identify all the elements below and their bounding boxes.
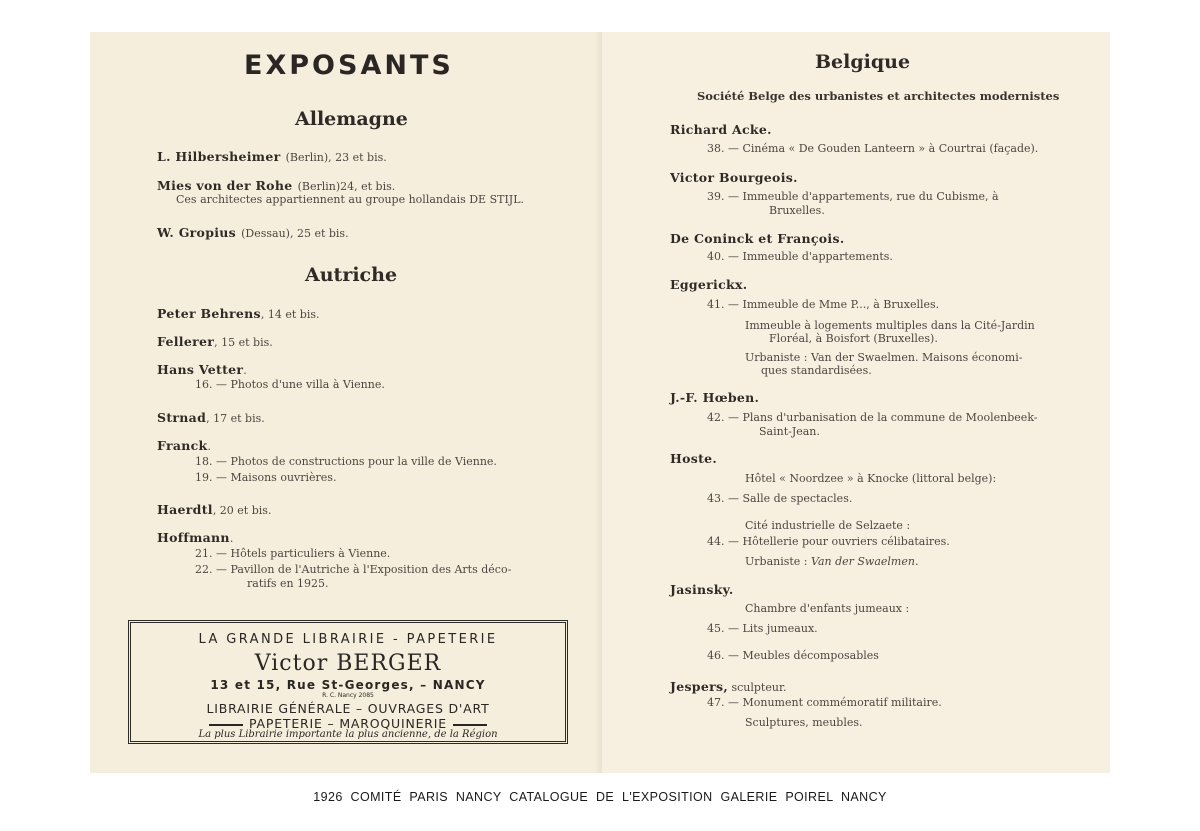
exhibit-line: 16. — Photos d'une villa à Vienne. bbox=[195, 378, 385, 391]
exhibit-line: Bruxelles. bbox=[769, 204, 825, 217]
image-caption bbox=[0, 790, 1200, 804]
exhibitor-entry bbox=[157, 359, 247, 378]
exhibit-line: Hôtel « Noordzee » à Knocke (littoral belge): bbox=[745, 472, 997, 485]
exhibit-line: 21. — Hôtels particuliers à Vienne. bbox=[195, 547, 391, 560]
ad-line-shop: LA GRANDE LIBRAIRIE - PAPETERIE bbox=[198, 632, 498, 647]
exhibitor-entry bbox=[157, 303, 319, 322]
exhibitor-name: Haerdtl bbox=[157, 502, 213, 517]
exhibitor-detail: , 15 et bis. bbox=[214, 336, 273, 349]
exhibitor-detail: , 14 et bis. bbox=[260, 308, 320, 321]
exhibitor-name: Richard Acke. bbox=[670, 122, 772, 137]
caption-text: 1926 COMITÉ PARIS NANCY CATALOGUE DE L'EXPOSITION GALERIE POIREL NANCY bbox=[313, 790, 887, 804]
exhibitor-entry bbox=[157, 175, 395, 194]
right-page bbox=[602, 32, 1110, 773]
exhibit-line: 22. — Pavillon de l'Autriche à l'Exposition des Arts déco- bbox=[195, 563, 512, 576]
exhibitor-detail: (Berlin)24, et bis. bbox=[297, 180, 396, 193]
exhibit-line: ratifs en 1925. bbox=[247, 577, 329, 590]
exhibit-line: 43. — Salle de spectacles. bbox=[707, 492, 853, 505]
ad-line-registry: R. C. Nancy 2085 bbox=[322, 692, 374, 699]
ad-line-name: Victor BERGER bbox=[254, 651, 442, 676]
exhibit-line: Cité industrielle de Selzaete : bbox=[745, 519, 911, 532]
exhibitor-name: W. Gropius bbox=[157, 225, 237, 240]
exhibitor-name: Strnad bbox=[157, 410, 207, 425]
urbanist-name: Van der Swaelmen. bbox=[811, 555, 919, 568]
ad-line-services: LIBRAIRIE GÉNÉRALE – OUVRAGES D'ART bbox=[206, 701, 490, 716]
exhibitor-entry bbox=[157, 407, 265, 426]
exhibit-line: 45. — Lits jumeaux. bbox=[707, 622, 818, 635]
exhibit-line: 47. — Monument commémoratif militaire. bbox=[707, 696, 942, 709]
exhibitor-name: Hoffmann bbox=[157, 530, 230, 545]
exhibitor-detail: (Berlin), 23 et bis. bbox=[285, 151, 387, 164]
exhibitor-note: Ces architectes appartiennent au groupe hollandais DE STIJL. bbox=[176, 193, 525, 206]
exhibitor-entry bbox=[157, 527, 233, 546]
exhibit-line: ques standardisées. bbox=[761, 364, 872, 377]
exhibitor-entry bbox=[670, 676, 787, 695]
exhibitor-name: De Coninck et François. bbox=[670, 231, 845, 246]
catalogue-spread bbox=[90, 32, 1110, 773]
exhibitor-detail: . bbox=[243, 364, 247, 377]
exhibit-line: 44. — Hôtellerie pour ouvriers célibataires. bbox=[707, 535, 950, 548]
exhibitor-detail: . bbox=[207, 440, 211, 453]
exhibit-line bbox=[745, 555, 918, 568]
exhibitor-name: Franck bbox=[157, 438, 208, 453]
country-heading-autriche: Autriche bbox=[305, 264, 398, 286]
exhibitor-detail: , 20 et bis. bbox=[212, 504, 272, 517]
exhibitor-name: Victor Bourgeois. bbox=[670, 170, 798, 185]
exhibitor-name: Eggerickx. bbox=[670, 277, 748, 292]
exhibit-line: 42. — Plans d'urbanisation de la commune de Moolenbeek- bbox=[707, 411, 1038, 424]
ad-line-slogan: La plus Librairie importante la plus ancienne, de la Région bbox=[198, 729, 498, 740]
exhibitor-entry bbox=[157, 146, 387, 165]
society-title: Société Belge des urbanistes et architectes modernistes bbox=[697, 89, 1060, 103]
exhibit-line: Floréal, à Boisfort (Bruxelles). bbox=[769, 332, 938, 345]
exhibitor-entry bbox=[157, 435, 211, 454]
exhibitor-name: Hans Vetter bbox=[157, 362, 244, 377]
exhibitor-detail: sculpteur. bbox=[727, 681, 787, 694]
exhibit-line: 19. — Maisons ouvrières. bbox=[195, 471, 337, 484]
exhibitor-entry bbox=[157, 222, 349, 241]
exhibit-line: Urbaniste : Van der Swaelmen. Maisons économi- bbox=[745, 351, 1023, 364]
ad-line-address: 13 et 15, Rue St-Georges, – NANCY bbox=[210, 678, 486, 692]
exhibitor-name: Mies von der Rohe bbox=[157, 178, 293, 193]
ad-line-products-text: PAPETERIE – MAROQUINERIE bbox=[249, 716, 447, 731]
urbanist-label: Urbaniste : bbox=[745, 555, 812, 568]
page-heading: EXPOSANTS bbox=[244, 50, 454, 81]
exhibit-line: Saint-Jean. bbox=[759, 425, 820, 438]
exhibitor-name: Hoste. bbox=[670, 451, 718, 466]
exhibitor-name: J.-F. Hœben. bbox=[670, 390, 760, 405]
exhibitor-entry bbox=[157, 499, 271, 518]
ad-rule-left bbox=[209, 724, 243, 726]
country-heading-belgique: Belgique bbox=[815, 51, 911, 73]
left-page bbox=[90, 32, 602, 773]
exhibit-line: 40. — Immeuble d'appartements. bbox=[707, 250, 893, 263]
country-heading-allemagne: Allemagne bbox=[295, 108, 408, 130]
exhibit-line: 41. — Immeuble de Mme P..., à Bruxelles. bbox=[707, 298, 940, 311]
exhibit-line: 38. — Cinéma « De Gouden Lanteern » à Courtrai (façade). bbox=[707, 142, 1039, 155]
exhibit-line: 39. — Immeuble d'appartements, rue du Cubisme, à bbox=[707, 190, 999, 203]
exhibitor-detail: (Dessau), 25 et bis. bbox=[241, 227, 349, 240]
exhibit-line: Chambre d'enfants jumeaux : bbox=[745, 602, 910, 615]
exhibit-line: 18. — Photos de constructions pour la ville de Vienne. bbox=[195, 455, 497, 468]
exhibitor-detail: . bbox=[229, 532, 234, 545]
exhibitor-name: Fellerer bbox=[157, 334, 215, 349]
bookshop-advertisement bbox=[128, 620, 568, 744]
exhibit-line: Sculptures, meubles. bbox=[745, 716, 863, 729]
exhibitor-name: Jespers, bbox=[670, 679, 728, 694]
exhibit-line: Immeuble à logements multiples dans la Cité-Jardin bbox=[745, 319, 1035, 332]
exhibitor-entry bbox=[157, 331, 273, 350]
exhibitor-detail: , 17 et bis. bbox=[206, 412, 265, 425]
exhibitor-name: Peter Behrens bbox=[157, 306, 261, 321]
exhibitor-name: L. Hilbersheimer bbox=[157, 149, 281, 164]
ad-rule-right bbox=[453, 724, 487, 726]
exhibit-line: 46. — Meubles décomposables bbox=[707, 649, 879, 662]
exhibitor-name: Jasinsky. bbox=[670, 582, 734, 597]
